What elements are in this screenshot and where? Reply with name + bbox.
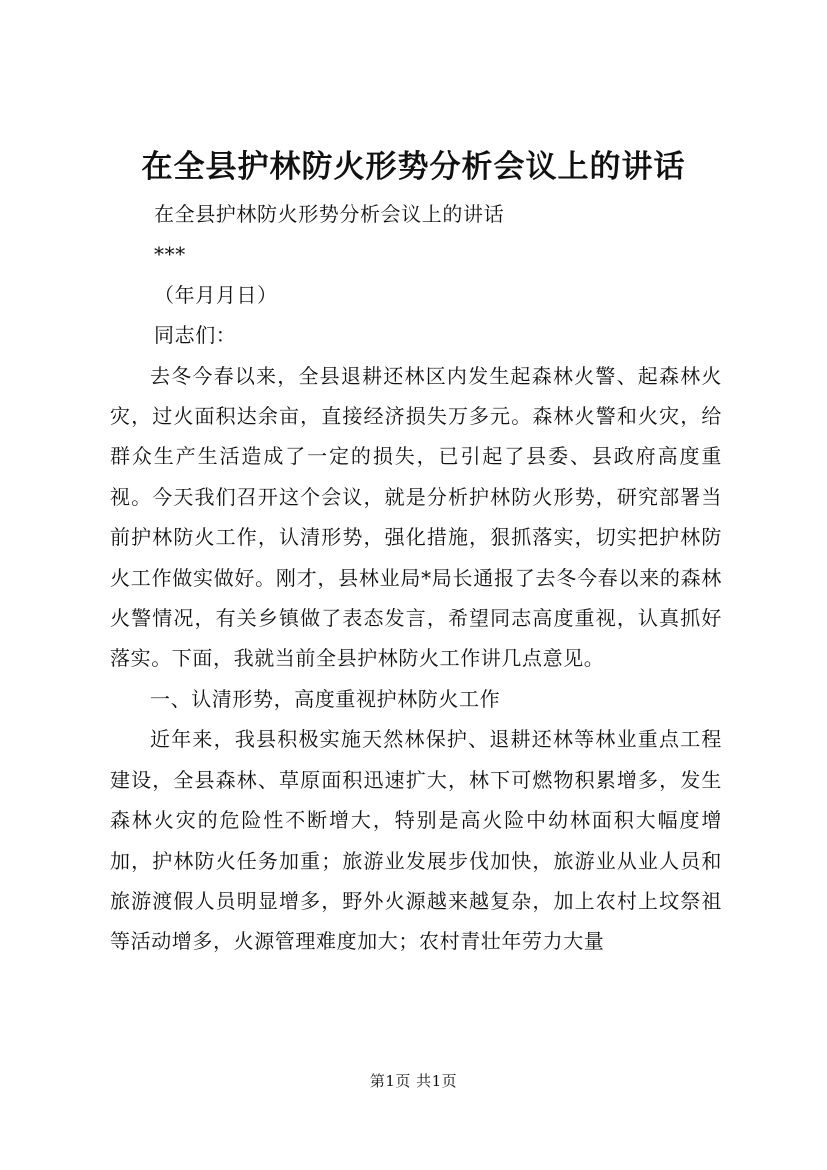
document-author: *** (154, 242, 186, 267)
paragraph-section-1: 近年来，我县积极实施天然林保护、退耕还林等林业重点工程建设，全县森林、草原面积迅速扩大，林下可燃物积累增多，发生森林火灾的危险性不断增大，特别是高火险中幼林面积大幅度增加，护林防火任务加重；旅游业发展步伐加快，旅游业从业人员和旅游渡假人员明显增多，野外火源越来越复杂，加上农村上坟祭祖等活动增多，火源管理难度加大；农村青壮年劳力大量 (110, 727, 722, 954)
document-date: （年月月日） (154, 282, 278, 307)
document-title: 在全县护林防火形势分析会议上的讲话 (141, 149, 686, 185)
page-footer: 第1页 共1页 (369, 1072, 458, 1090)
document-salutation: 同志们： (154, 323, 237, 348)
document-body (110, 194, 722, 962)
document-subtitle: 在全县护林防火形势分析会议上的讲话 (154, 202, 505, 226)
section-heading-1: 一、认清形势，高度重视护林防火工作 (150, 686, 501, 711)
paragraph-intro: 去冬今春以来，全县退耕还林区内发生起森林火警、起森林火灾，过火面积达余亩，直接经济损失万多元。森林火警和火灾，给群众生产生活造成了一定的损失，已引起了县委、县政府高度重视。今天我们召开这个会议，就是分析护林防火形势，研究部署当前护林防火工作，认清形势，强化措施，狠抓落实，切实把护林防火工作做实做好。刚才，县林业局*局长通报了去冬今春以来的森林火警情况，有关乡镇做了表态发言，希望同志高度重视，认真抓好落实。下面，我就当前全县护林防火工作讲几点意见。 (110, 363, 722, 671)
